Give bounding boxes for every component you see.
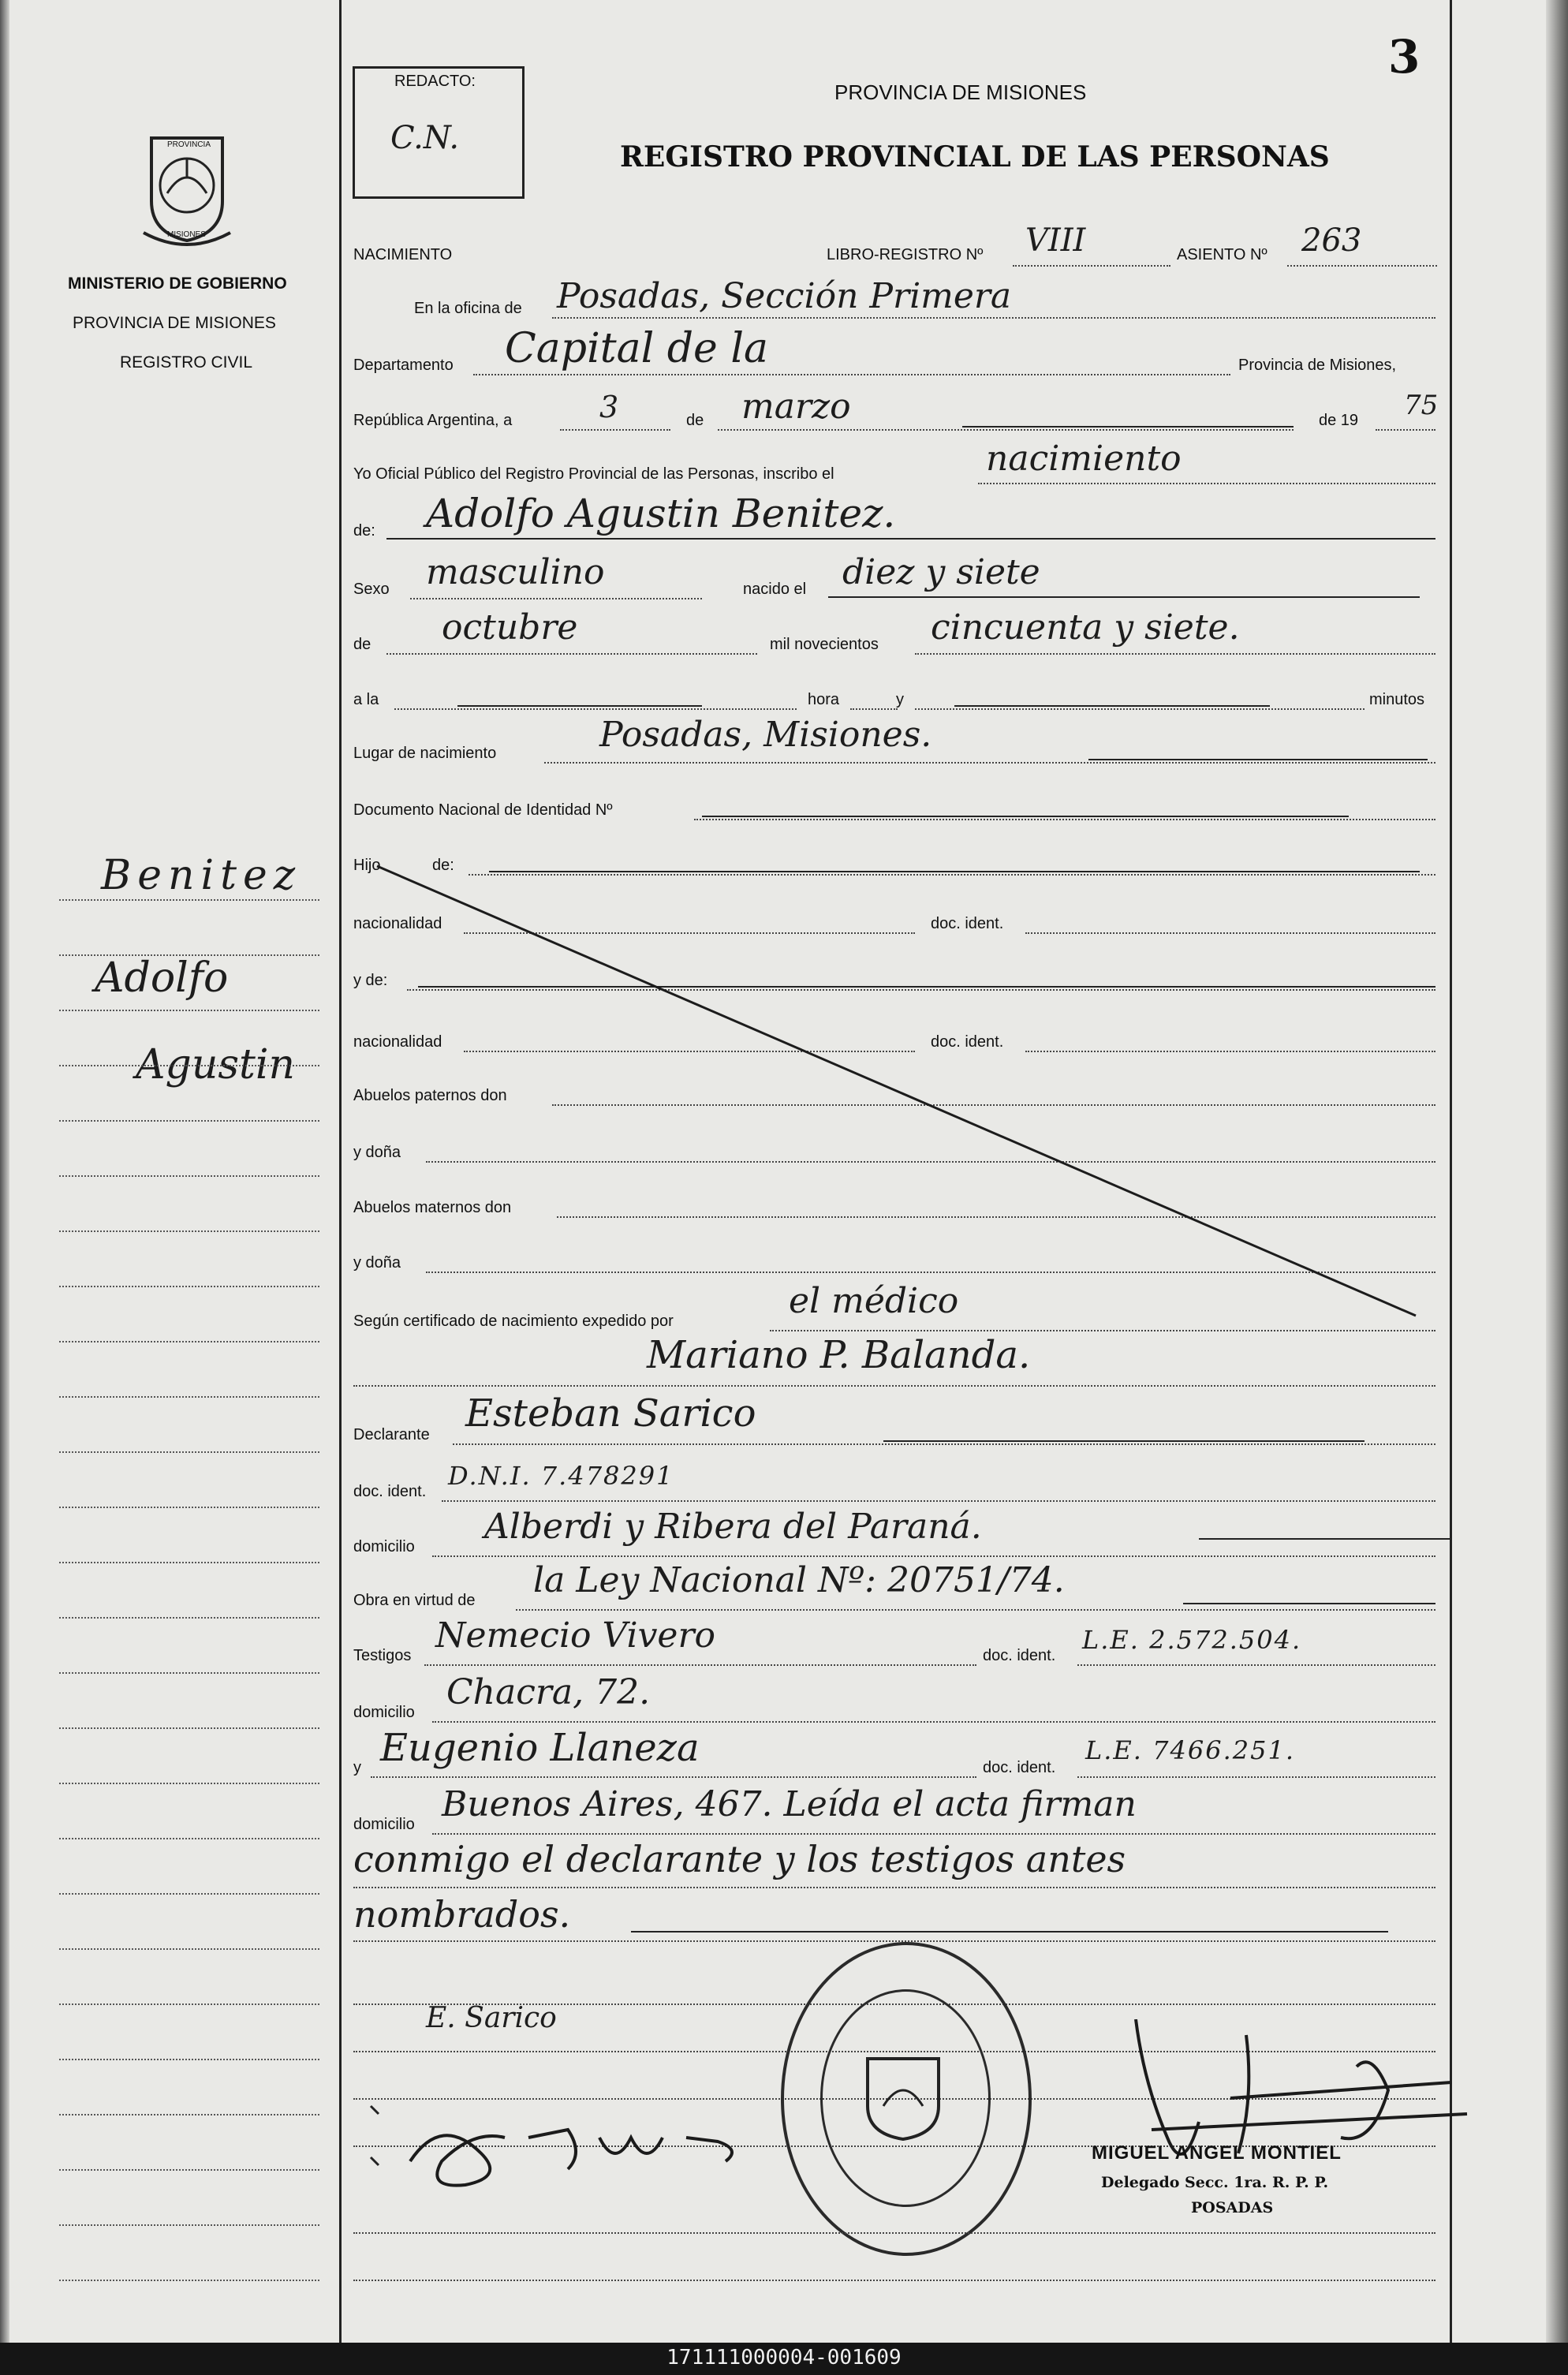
abuelos-maternos-label: Abuelos maternos don [353,1199,512,1216]
oficina-value: Posadas, Sección Primera [557,276,1012,316]
obra-underline [1183,1603,1435,1604]
cierre-line1-rule [353,1887,1435,1888]
signature-declarante: E. Sarico [426,2002,557,2034]
y-de-label: y de: [353,972,388,989]
doc-decl-value: D.N.I. 7.478291 [448,1461,674,1491]
domicilio-label: domicilio [353,1538,415,1555]
anio-value: 75 [1404,390,1439,421]
seal-emblem-icon [852,2043,954,2145]
doc-ident2-label: doc. ident. [931,1033,1004,1051]
testigo1-line [424,1664,976,1666]
doc-ident4-label: doc. ident. [983,1647,1056,1664]
doc-ident-label: doc. ident. [931,915,1004,932]
header-province: PROVINCIA DE MISIONES [834,80,1087,104]
footer-id: 171111000004-001609 [666,2346,902,2369]
y-dona-label: y doña [353,1144,401,1161]
obra-value: la Ley Nacional Nº: 20751/74. [533,1560,1065,1600]
seal-bottom-text: MISIONES [167,230,206,239]
a-la-label: a la [353,691,379,708]
sidebar-ministry: MINISTERIO DE GOBIERNO [68,274,287,293]
lugar-value: Posadas, Misiones. [599,715,932,755]
y-dona2-label: y doña [353,1254,401,1272]
cierre-line2: nombrados. [353,1893,571,1936]
nacionalidad2-label: nacionalidad [353,1033,442,1051]
anio-nac-value: cincuenta y siete. [931,607,1240,648]
testigo2-line [371,1776,976,1778]
domicilio-value: Alberdi y Ribera del Paraná. [484,1507,982,1547]
testigo2-doc-line [1077,1776,1435,1778]
declarante-value: Esteban Sarico [465,1391,756,1436]
medico-value: Mariano P. Balanda. [647,1333,1031,1377]
testigo1-doc: L.E. 2.572.504. [1082,1625,1302,1655]
medico-line [353,1385,1435,1387]
obra-label: Obra en virtud de [353,1592,476,1609]
sidebar-province: PROVINCIA DE MISIONES [73,314,276,332]
dia-value: 3 [599,390,619,424]
de-mes-nac-label: de [353,636,371,653]
y-label: y [896,691,904,708]
declarante-line [453,1443,1435,1445]
de-persona-label: de: [353,522,375,540]
bottom-rule-2 [353,2280,1435,2281]
official-city: POSADAS [1191,2199,1274,2216]
asiento-label: ASIENTO Nº [1177,246,1267,263]
certificado-line [770,1330,1435,1331]
testigo2-doc: L.E. 7466.251. [1085,1735,1295,1765]
declarante-label: Declarante [353,1426,430,1443]
departamento-label: Departamento [353,357,454,374]
domicilio-underline [1199,1538,1451,1540]
redacto-label: REDACTO: [394,73,476,90]
doc-decl-line [442,1500,1435,1502]
domicilio-t1-value: Chacra, 72. [446,1672,651,1712]
testigo2-value: Eugenio Llaneza [380,1726,700,1770]
inscribo-value: nacimiento [986,439,1182,479]
domicilio-t2-value: Buenos Aires, 467. Leída el acta firman [442,1784,1137,1824]
margin-first-name: Adolfo [95,954,229,1002]
domicilio-t2-line [432,1833,1435,1835]
declarante-underline [883,1440,1365,1442]
margin-second-name: Agustin [136,1041,296,1089]
oficial-label: Yo Oficial Público del Registro Provincial de las Personas, inscribo el [353,465,834,483]
provincia-label: Provincia de Misiones, [1238,357,1397,374]
anio-label: de 19 [1319,412,1359,429]
dni-label: Documento Nacional de Identidad Nº [353,801,613,819]
domicilio3-label: domicilio [353,1816,415,1833]
libro-label: LIBRO-REGISTRO Nº [827,246,984,263]
mil-label: mil novecientos [770,636,879,653]
nacionalidad-label: nacionalidad [353,915,442,932]
oficina-label: En la oficina de [414,300,522,317]
testigos-label: Testigos [353,1647,412,1664]
hijo-de-label: de: [432,857,454,874]
asiento-value: 263 [1301,222,1362,259]
y2-label: y [353,1759,361,1776]
nombre-value: Adolfo Agustin Benitez. [426,491,896,536]
certificado-value: el médico [789,1281,959,1321]
official-title: Delegado Secc. 1ra. R. P. P. [1101,2174,1329,2191]
doc-ident5-label: doc. ident. [983,1759,1056,1776]
nacido-label: nacido el [743,581,807,598]
official-name: MIGUEL ANGEL MONTIEL [1092,2142,1342,2164]
mes-nac-value: octubre [442,607,578,648]
bottom-rule-1 [353,2232,1435,2234]
cierre-line1: conmigo el declarante y los testigos antes [353,1838,1126,1880]
abuelos-paternos-label: Abuelos paternos don [353,1087,507,1104]
mes-value: marzo [741,386,851,427]
testigo1-value: Nemecio Vivero [435,1615,715,1656]
record-type-label: NACIMIENTO [353,246,453,263]
de-mes-label: de [686,412,704,429]
certificado-label: Según certificado de nacimiento expedido por [353,1313,674,1330]
departamento-value: Capital de la [505,325,768,372]
domicilio2-label: domicilio [353,1704,415,1721]
page-number: 3 [1388,30,1421,84]
minutos-label: minutos [1369,691,1425,708]
hijo-label: Hijo [353,857,381,874]
doc-ident3-label: doc. ident. [353,1483,427,1500]
sexo-label: Sexo [353,581,390,598]
margin-surname: Benitez [101,852,302,899]
redacto-value: C.N. [390,120,460,156]
seal-top-text: PROVINCIA [167,140,211,149]
header-title: REGISTRO PROVINCIAL DE LAS PERSONAS [620,140,1330,174]
sidebar-registry: REGISTRO CIVIL [120,353,253,372]
nacido-value: diez y siete [842,552,1040,592]
cierre-line2-underline [631,1931,1388,1932]
domicilio-line [432,1555,1435,1557]
cierre-line2-rule [353,1940,1435,1942]
obra-line [516,1609,1435,1611]
hora-label: hora [808,691,840,708]
lugar-label: Lugar de nacimiento [353,745,497,762]
libro-value: VIII [1025,222,1086,259]
domicilio-t1-line [432,1721,1435,1723]
testigo1-doc-line [1077,1664,1435,1666]
republica-label: República Argentina, a [353,412,513,429]
sexo-value: masculino [426,552,605,592]
